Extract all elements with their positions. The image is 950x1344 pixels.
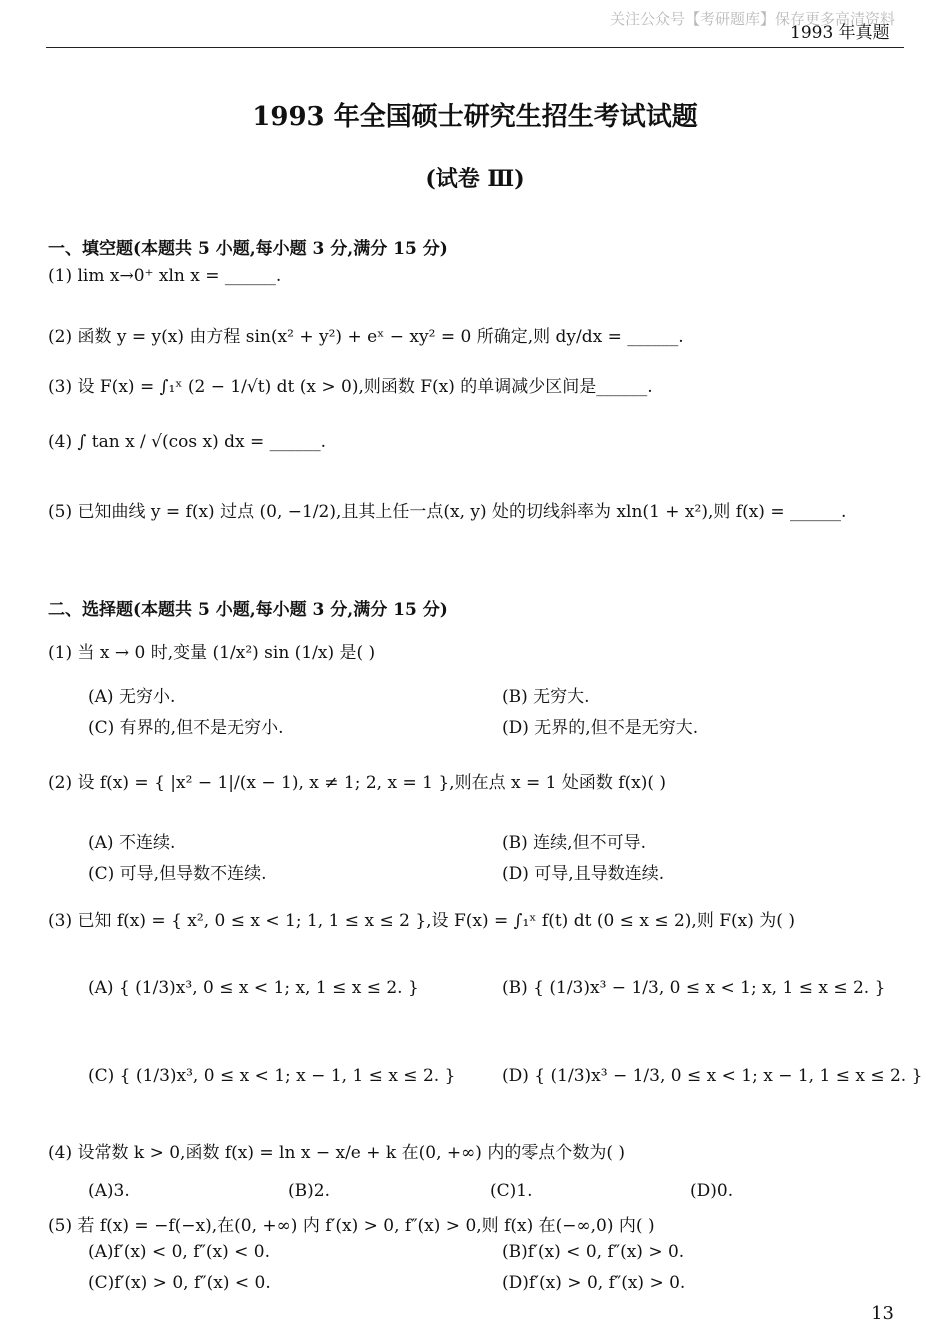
s1-question-5: (5) 已知曲线 y = f(x) 过点 (0, −1/2),且其上任一点(x, y) 处的切线斜率为 xln(1 + x²),则 f(x) = ______. bbox=[48, 502, 847, 522]
s2-q4-option-c: (C)1. bbox=[490, 1181, 533, 1201]
s2-q1-option-c: (C) 有界的,但不是无穷小. bbox=[88, 718, 284, 738]
s1-question-4: (4) ∫ tan x / √(cos x) dx = ______. bbox=[48, 432, 327, 452]
running-head: 1993 年真题 bbox=[790, 23, 890, 43]
s2-q2-option-d: (D) 可导,且导数连续. bbox=[502, 864, 665, 884]
s2-q4-stem: (4) 设常数 k > 0,函数 f(x) = ln x − x/e + k 在(0, +∞) 内的零点个数为( ) bbox=[48, 1143, 625, 1163]
s2-q4-option-a: (A)3. bbox=[88, 1181, 130, 1201]
s2-q3-option-b: (B) { (1/3)x³ − 1/3, 0 ≤ x < 1; x, 1 ≤ x ≤ 2. } bbox=[502, 978, 886, 998]
s2-q4-option-b: (B)2. bbox=[288, 1181, 330, 1201]
s2-q4-option-d: (D)0. bbox=[690, 1181, 734, 1201]
s2-q3-option-c: (C) { (1/3)x³, 0 ≤ x < 1; x − 1, 1 ≤ x ≤ 2. } bbox=[88, 1066, 456, 1086]
page-number: 13 bbox=[871, 1303, 894, 1324]
watermark: 关注公众号【考研题库】保存更多高清资料 bbox=[610, 10, 896, 28]
s2-q5-option-c: (C)f′(x) > 0, f″(x) < 0. bbox=[88, 1273, 271, 1293]
s2-q2-option-a: (A) 不连续. bbox=[88, 833, 176, 853]
s2-q2-option-b: (B) 连续,但不可导. bbox=[502, 833, 646, 853]
section1-heading: 一、填空题(本题共 5 小题,每小题 3 分,满分 15 分) bbox=[48, 239, 448, 259]
s2-q1-option-b: (B) 无穷大. bbox=[502, 687, 590, 707]
s2-q1-option-a: (A) 无穷小. bbox=[88, 687, 176, 707]
s2-q2-option-c: (C) 可导,但导数不连续. bbox=[88, 864, 267, 884]
s1-question-1: (1) lim x→0⁺ xln x = ______. bbox=[48, 266, 282, 286]
s2-q3-option-a: (A) { (1/3)x³, 0 ≤ x < 1; x, 1 ≤ x ≤ 2. } bbox=[88, 978, 419, 998]
section2-heading: 二、选择题(本题共 5 小题,每小题 3 分,满分 15 分) bbox=[48, 600, 448, 620]
s2-q1-option-d: (D) 无界的,但不是无穷大. bbox=[502, 718, 699, 738]
page-title: 1993 年全国硕士研究生招生考试试题 bbox=[252, 102, 698, 132]
page-subtitle: (试卷 Ⅲ) bbox=[425, 166, 525, 192]
s2-q1-stem: (1) 当 x → 0 时,变量 (1/x²) sin (1/x) 是( ) bbox=[48, 643, 376, 663]
s2-q3-option-d: (D) { (1/3)x³ − 1/3, 0 ≤ x < 1; x − 1, 1 ≤ x ≤ 2. } bbox=[502, 1066, 923, 1086]
header-rule bbox=[46, 47, 904, 48]
s2-q5-stem: (5) 若 f(x) = −f(−x),在(0, +∞) 内 f′(x) > 0, f″(x) > 0,则 f(x) 在(−∞,0) 内( ) bbox=[48, 1216, 655, 1236]
s1-question-2: (2) 函数 y = y(x) 由方程 sin(x² + y²) + eˣ − xy² = 0 所确定,则 dy/dx = ______. bbox=[48, 327, 684, 347]
s2-q3-stem: (3) 已知 f(x) = { x², 0 ≤ x < 1; 1, 1 ≤ x ≤ 2 },设 F(x) = ∫₁ˣ f(t) dt (0 ≤ x ≤ 2),则 F(x) 为( ) bbox=[48, 911, 795, 931]
s2-q5-option-d: (D)f′(x) > 0, f″(x) > 0. bbox=[502, 1273, 686, 1293]
s2-q2-stem: (2) 设 f(x) = { |x² − 1|/(x − 1), x ≠ 1; 2, x = 1 },则在点 x = 1 处函数 f(x)( ) bbox=[48, 773, 667, 793]
s1-question-3: (3) 设 F(x) = ∫₁ˣ (2 − 1/√t) dt (x > 0),则函数 F(x) 的单调减少区间是______. bbox=[48, 377, 653, 397]
s2-q5-option-b: (B)f′(x) < 0, f″(x) > 0. bbox=[502, 1242, 685, 1262]
s2-q5-option-a: (A)f′(x) < 0, f″(x) < 0. bbox=[88, 1242, 270, 1262]
